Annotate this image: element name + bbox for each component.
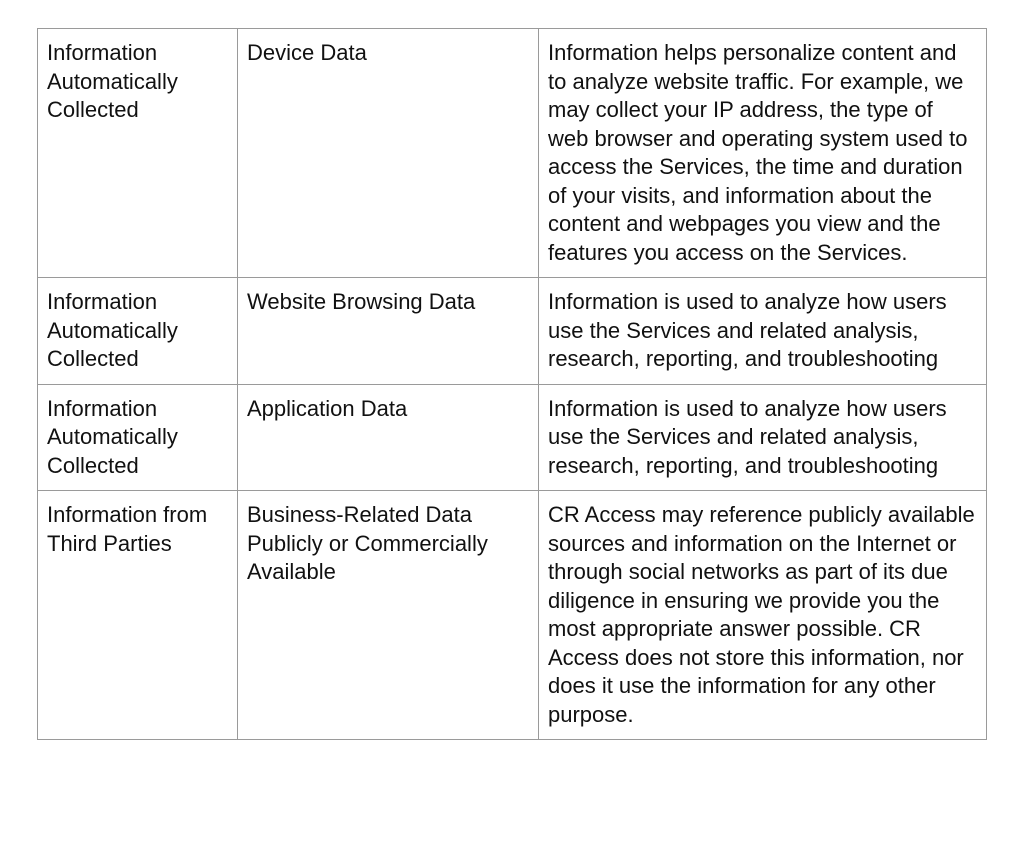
description-cell: Information is used to analyze how users use the Services and related analysis, research, reporting, and troubleshooting [539, 384, 987, 491]
table-row [38, 278, 987, 385]
description-cell: Information helps personalize content and to analyze website traffic. For example, we may collect your IP address, the type of web browser and operating system used to access the Services, the time and duration of your visits, and information about the content and webpages you view and the features you access on the Services. [539, 29, 987, 278]
table-row [38, 384, 987, 491]
description-cell: CR Access may reference publicly available sources and information on the Internet or through social networks as part of its due diligence in ensuring we provide you the most appropriate answer possible. CR Access does not store this information, nor does it use the information for any other purpose. [539, 491, 987, 740]
category-cell: Information Automatically Collected [38, 278, 238, 385]
data-collection-table [37, 28, 987, 740]
category-cell: Information Automatically Collected [38, 29, 238, 278]
data-type-cell: Application Data [238, 384, 539, 491]
data-type-cell: Website Browsing Data [238, 278, 539, 385]
category-cell: Information Automatically Collected [38, 384, 238, 491]
data-type-cell: Business-Related Data Publicly or Commercially Available [238, 491, 539, 740]
description-cell: Information is used to analyze how users use the Services and related analysis, research, reporting, and troubleshooting [539, 278, 987, 385]
category-cell: Information from Third Parties [38, 491, 238, 740]
data-type-cell: Device Data [238, 29, 539, 278]
table-row [38, 491, 987, 740]
table-row [38, 29, 987, 278]
